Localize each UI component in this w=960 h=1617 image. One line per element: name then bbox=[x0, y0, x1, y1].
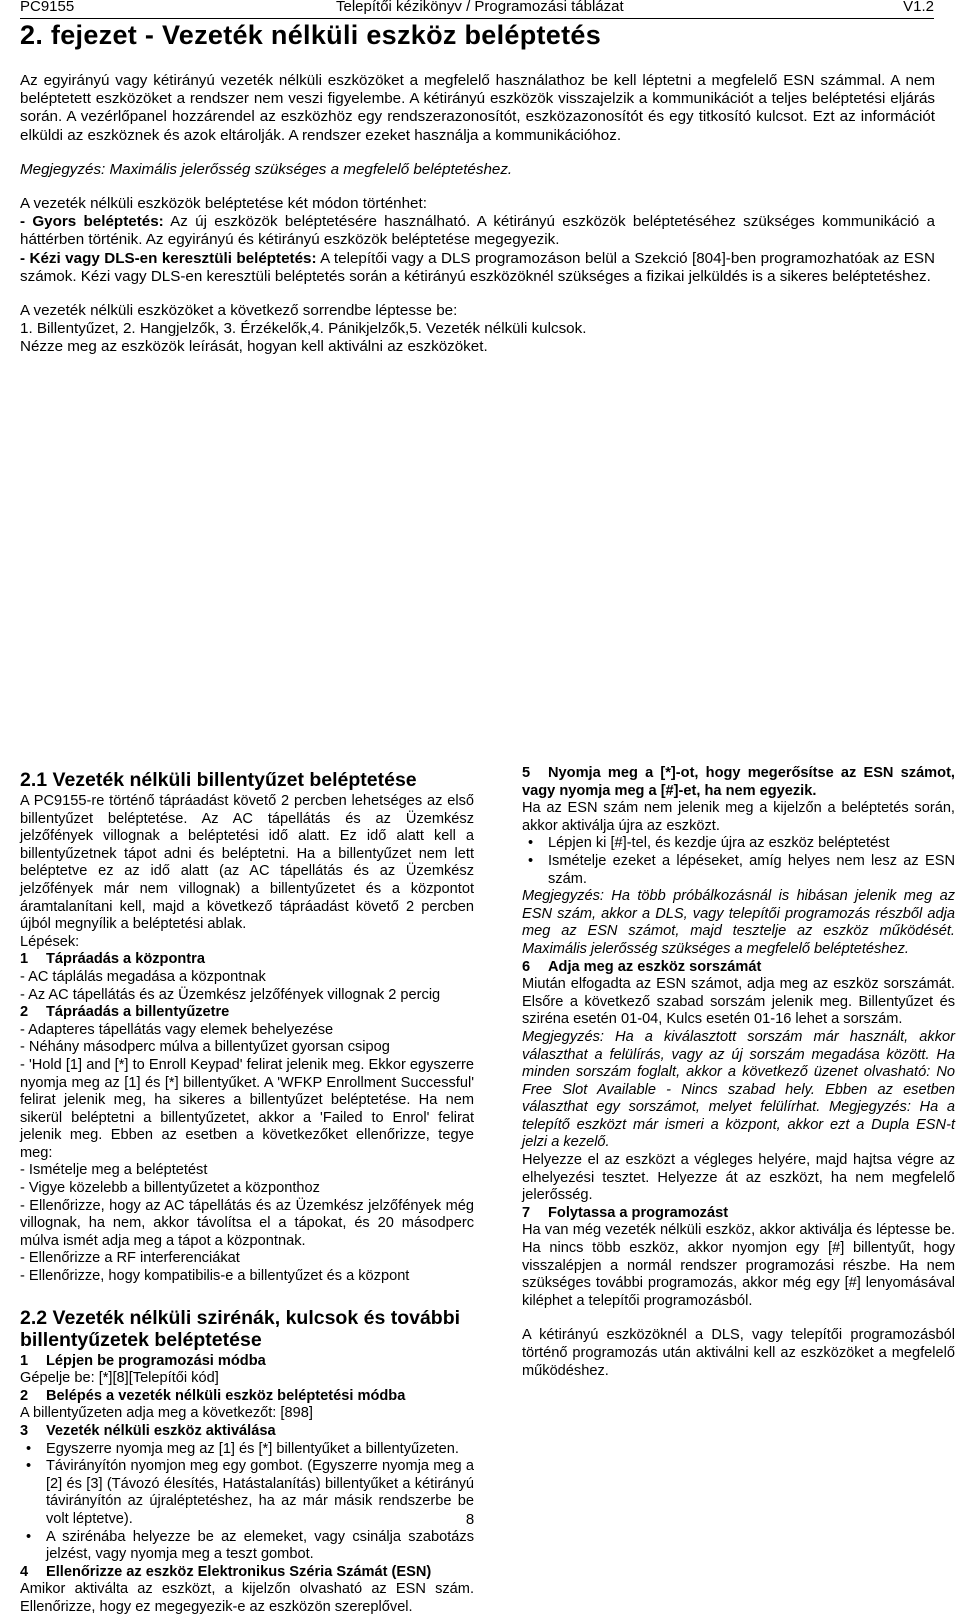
chapter-title: 2. fejezet - Vezeték nélküli eszköz beléptetés bbox=[20, 20, 602, 50]
s22-step1-text: Gépelje be: [*][8][Telepítői kód] bbox=[20, 1370, 219, 1387]
s22-step3-heading bbox=[20, 1423, 474, 1441]
manual-enroll-paragraph bbox=[20, 250, 935, 286]
s22-step6-title: Adja meg az eszköz sorszámát bbox=[548, 958, 762, 975]
s21-step2-line: - Ellenőrizze, hogy az AC tápellátás és az Üzemkész jelzőfények még villognak, ha nem, akkor távolítsa el a tápokat, és 20 másodperc múlva ismét adja meg a tápot a központnak. bbox=[20, 1197, 474, 1249]
manual-enroll-label: - Kézi vagy DLS-en keresztüli beléptetés: bbox=[20, 249, 317, 267]
s22-step4-heading bbox=[20, 1564, 474, 1582]
s22-step6-number: 6 bbox=[522, 958, 531, 975]
quick-enroll-text: Az új eszközök beléptetésére használható. A kétirányú eszközök beléptetéséhez szükséges kommunikáció a háttérben történik. Az egyirányú és kétirányú eszközök beléptetése megegyezik. bbox=[20, 213, 935, 249]
page-number: 8 bbox=[465, 1511, 475, 1528]
intro-note: Megjegyzés: Maximális jelerősség szükséges a megfelelő beléptetéshez. bbox=[20, 160, 513, 178]
s22-step2-title: Belépés a vezeték nélküli eszköz beléptetési módba bbox=[46, 1387, 406, 1404]
s22-step1-title: Lépjen be programozási módba bbox=[46, 1352, 266, 1369]
header-model: PC9155 bbox=[20, 0, 75, 15]
quick-enroll-label: - Gyors beléptetés: bbox=[20, 213, 164, 231]
header-doc-title: Telepítői kézikönyv / Programozási táblázat bbox=[336, 0, 624, 15]
s21-step2-title: Tápráadás a billentyűzetre bbox=[46, 1004, 230, 1021]
s22-step5-text: Ha az ESN szám nem jelenik meg a kijelzőn a beléptetés során, akkor aktiválja újra az eszközt. bbox=[522, 800, 955, 834]
intro-section bbox=[20, 72, 935, 357]
section-2-2-title: 2.2 Vezeték nélküli szirénák, kulcsok és további billentyűzetek beléptetése bbox=[20, 1306, 461, 1351]
closing-paragraph: A kétirányú eszközöknél a DLS, vagy telepítői programozásból történő programozás után aktiválni kell az eszközöket a megfelelő működéshez. bbox=[522, 1327, 955, 1379]
s22-step6-text: Miután elfogadta az ESN számot, adja meg az eszköz sorszámát. Elsőre a következő szabad sorszám jelenik meg. Billentyűzet és sziréna esetén 01-04, Kulcs esetén 01-16 lehet a sorszám. bbox=[522, 976, 955, 1028]
enroll-order-line1: A vezeték nélküli eszközöket a következő sorrendbe léptesse be: bbox=[20, 302, 458, 320]
list-item: • Egyszerre nyomja meg az [1] és [*] billentyűket a billentyűzeten. bbox=[20, 1441, 474, 1459]
s22-step2-text: A billentyűzeten adja meg a következőt: [898] bbox=[20, 1405, 313, 1422]
s21-step1-title: Tápráadás a központra bbox=[46, 951, 205, 968]
left-column bbox=[20, 765, 474, 1617]
list-item: • Távirányítón nyomjon meg egy gombot. (Egyszerre nyomja meg a [2] és [3] (Távozó élesítés, Hatástalanítás) billentyűket a kétirányú távirányítón az újraléptetéshez, ha az már másik rendszerbe be volt léptetve). bbox=[20, 1458, 474, 1528]
s22-step5-list bbox=[522, 835, 955, 888]
s22-step2-number: 2 bbox=[20, 1387, 29, 1404]
s22-step1-number: 1 bbox=[20, 1352, 29, 1369]
s22-step6-text2: Helyezze el az eszközt a végleges helyére, majd hajtsa végre az elhelyezési tesztet. Helyezze át az eszközt, ha nem megfelelő jelerősség. bbox=[522, 1152, 955, 1204]
s22-step1-heading bbox=[20, 1353, 474, 1371]
s22-step7-text: Ha van még vezeték nélküli eszköz, akkor aktiválja és léptesse be. Ha nincs több eszköz, akkor nyomjon egy [#] billentyűt, hogy visszalépjen a normál rendszer programozási részbe. Ha nem szükséges további programozás, akkor még egy [#] lenyomásával kiléphet a telepítői programozásból. bbox=[522, 1222, 955, 1309]
s22-step6-note: Megjegyzés: Ha a kiválasztott sorszám már használt, akkor választhat a felülírás, vagy az új sorszám megadása között. Ha minden sorszám foglalt, akkor a következő üzenet olvasható: No Free Slot Available - Nincs szabad hely. Ebben az esetben választhat egy sorszámot, melyet felülírhat. Megjegyzés: Ha a telepítő eszközt már ismeri a központ, akkor ezt a Dupla ESN-t jelzi a kezelő. bbox=[522, 1028, 955, 1151]
header-version: V1.2 bbox=[903, 0, 934, 15]
s21-step1-line: - Az AC tápellátás és az Üzemkész jelzőfények villognak 2 percig bbox=[20, 986, 441, 1003]
s22-step5-title: Nyomja meg a [*]-ot, hogy megerősítse az ESN számot, vagy nyomja meg a [#]-et, ha nem egyezik. bbox=[522, 765, 955, 799]
enroll-order-line2: 1. Billentyűzet, 2. Hangjelzők, 3. Érzékelők,4. Pánikjelzők,5. Vezeték nélküli kulcsok. bbox=[20, 320, 587, 338]
s22-step7-title: Folytassa a programozást bbox=[548, 1204, 729, 1221]
s21-step1-line: - AC táplálás megadása a központnak bbox=[20, 968, 266, 985]
section-2-1-paragraph: A PC9155-re történő tápráadást követő 2 percben lehetséges az első billentyűzet beléptetése. Az AC tápellátás és az Üzemkész jelzőfények villognak a beléptetési idő alatt. Ez idő alatt kell a billentyűzetnek tápot adni és beléptetni. Ha a billentyűzet nem lett beléptetve ez az idő alatt (az AC tápellátás és az Üzemkész jelzőfények már nem villognak) a billentyűzetet és a központot áramtalanítani kell, majd a következő tápráadást követő 2 percben újból megnyílik a beléptetési ablak. bbox=[20, 793, 474, 933]
steps-label: Lépések: bbox=[20, 933, 80, 950]
s22-step3-number: 3 bbox=[20, 1423, 29, 1439]
s21-step2-line: - Ellenőrizze, hogy kompatibilis-e a billentyűzet és a központ bbox=[20, 1268, 410, 1285]
s22-step4-title: Ellenőrizze az eszköz Elektronikus Széria Számát (ESN) bbox=[46, 1563, 432, 1580]
section-2-1-title: 2.1 Vezeték nélküli billentyűzet beléptetése bbox=[20, 769, 417, 791]
list-item: • Lépjen ki [#]-tel, és kezdje újra az eszköz beléptetést bbox=[522, 835, 955, 853]
s22-step2-heading bbox=[20, 1388, 474, 1406]
s21-step2-line: - Ismételje meg a beléptetést bbox=[20, 1162, 208, 1179]
s21-step2-line: - 'Hold [1] and [*] to Enroll Keypad' felirat jelenik meg. Ekkor egyszerre nyomja meg az [1] és [*] billentyűket. A 'WFKP Enrollment Successful' felirat jelenik meg, ha sikeres a billentyűzet beléptetése. Ha nem sikerül beléptetni a billentyűzetet, akkor a 'Failed to Enrol' felirat jelenik meg. Ebben az esetben a következőket ellenőrizze, tegye meg: bbox=[20, 1056, 474, 1161]
list-item: • A szirénába helyezze be az elemeket, vagy csinálja szabotázs jelzést, vagy nyomja meg a teszt gombot. bbox=[20, 1529, 474, 1564]
manual-enroll-text: A telepítői vagy a DLS programozáson belül a Szekció [804]-ben programozhatóak az ESN számok. Kézi vagy DLS-en keresztüli beléptetés során a kétirányú eszközöknél szükséges a fizikai jelküldés is a sikeres beléptetéshez. bbox=[20, 249, 936, 285]
enroll-methods-intro: A vezeték nélküli eszközök beléptetése két módon történhet: bbox=[20, 195, 427, 213]
s22-step5-heading bbox=[522, 765, 955, 800]
s21-step2-number: 2 bbox=[20, 1004, 29, 1021]
s22-step5-note: Megjegyzés: Ha több próbálkozásnál is hibásan jelenik meg az ESN szám, akkor a DLS, vagy telepítői programozás részből adja meg az ESN számot, majd tesztelje az eszköz működését. Maximális jelerősség szükséges a megfelelő beléptetéshez. bbox=[522, 888, 955, 957]
s21-step2-line: - Vigye közelebb a billentyűzetet a központhoz bbox=[20, 1180, 320, 1197]
s22-step6-heading bbox=[522, 959, 955, 977]
quick-enroll-paragraph bbox=[20, 213, 935, 249]
list-item: • Ismételje ezeket a lépéseket, amíg helyes nem lesz az ESN szám. bbox=[522, 853, 955, 888]
s22-step4-number: 4 bbox=[20, 1563, 29, 1580]
s21-step2-line: - Ellenőrizze a RF interferenciákat bbox=[20, 1250, 240, 1267]
s22-step3-title: Vezeték nélküli eszköz aktiválása bbox=[46, 1423, 276, 1439]
s21-step1-heading bbox=[20, 951, 474, 969]
right-column bbox=[522, 765, 955, 1380]
s22-step4-text: Amikor aktiválta az eszközt, a kijelzőn olvasható az ESN szám. Ellenőrizze, hogy ez megegyezik-e az eszközön szereplővel. bbox=[20, 1581, 474, 1615]
page-header bbox=[20, 0, 934, 19]
s22-step7-number: 7 bbox=[522, 1204, 531, 1221]
s21-step2-heading bbox=[20, 1004, 474, 1022]
enroll-order-line3: Nézze meg az eszközök leírását, hogyan kell aktiválni az eszközöket. bbox=[20, 338, 488, 356]
s22-step5-number: 5 bbox=[522, 765, 531, 781]
intro-paragraph: Az egyirányú vagy kétirányú vezeték nélküli eszközöket a megfelelő használathoz be kell léptetni a megfelelő ESN számmal. A nem beléptetett eszközöket a rendszer nem veszi figyelembe. A kétirányú eszközök visszajelzik a kommunikációt a teljes beléptetési eljárás során. A vezérlőpanel hozzárendel az eszközhöz egy rendszerazonosítót, eszközazonosítót és egy titkosító kulcsot. Ezt az információt elküldi az eszköznek és azok eltárolják. A rendszer ezeket használja a kommunikációhoz. bbox=[20, 72, 935, 144]
s21-step2-line: - Néhány másodperc múlva a billentyűzet gyorsan csipog bbox=[20, 1039, 390, 1056]
s21-step1-number: 1 bbox=[20, 951, 29, 968]
s22-step3-list bbox=[20, 1441, 474, 1564]
s22-step7-heading bbox=[522, 1205, 955, 1223]
s21-step2-line: - Adapteres tápellátás vagy elemek behelyezése bbox=[20, 1021, 334, 1038]
